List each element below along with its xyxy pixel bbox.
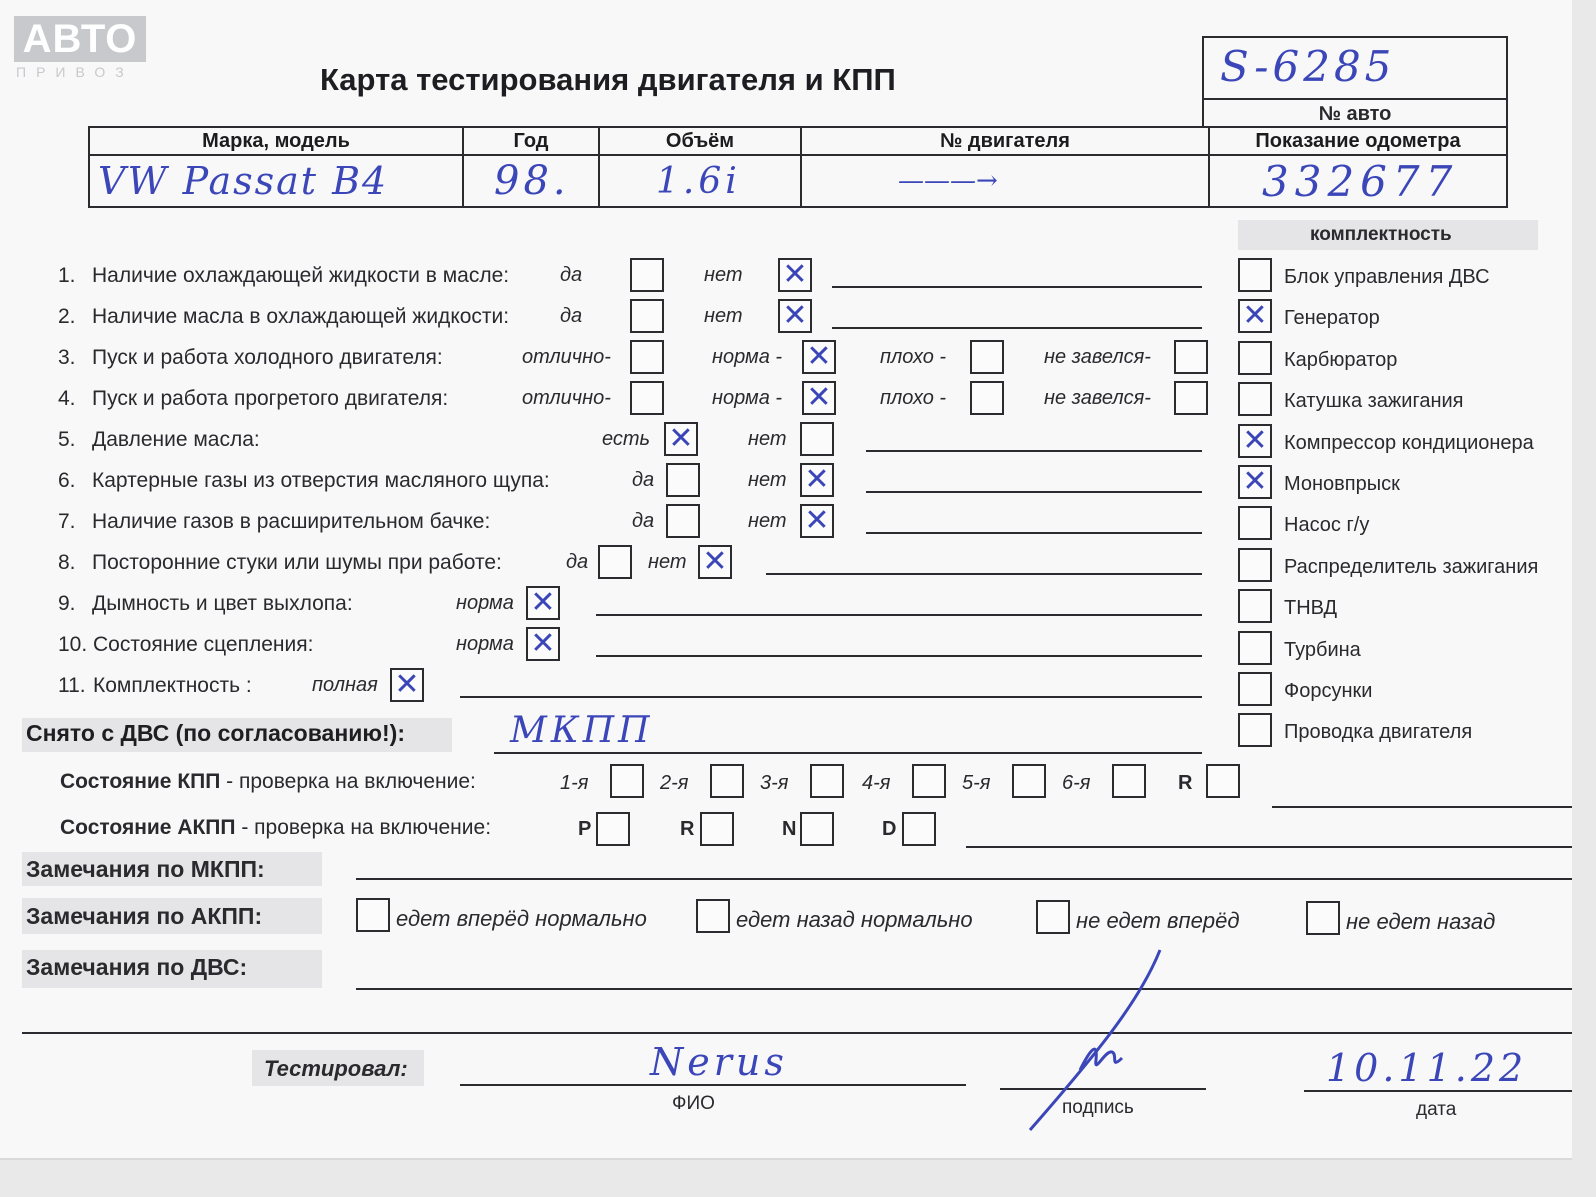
option-checkbox[interactable] bbox=[666, 504, 700, 538]
option-label: нет bbox=[704, 305, 743, 327]
kpp-gear-checkbox[interactable] bbox=[912, 764, 946, 798]
option-checkbox[interactable] bbox=[630, 340, 664, 374]
kpp-gear-label: R bbox=[1178, 772, 1193, 794]
item-label: Пуск и работа холодного двигателя: bbox=[92, 346, 443, 369]
handwritten-signature bbox=[1010, 940, 1200, 1140]
akpp-gear-checkbox[interactable] bbox=[700, 812, 734, 846]
item-number: 10. bbox=[58, 633, 88, 656]
make-value: VW Passat B4 bbox=[98, 159, 389, 203]
kpp-gear-checkbox[interactable] bbox=[710, 764, 744, 798]
remarks-dvs-label: Замечания по ДВС: bbox=[26, 954, 248, 980]
kit-checkbox[interactable] bbox=[1238, 258, 1272, 292]
akpp-gear-label: R bbox=[680, 818, 695, 840]
option-label: норма bbox=[456, 633, 514, 655]
akpp-remark-checkbox[interactable] bbox=[1306, 901, 1340, 935]
option-label: норма bbox=[456, 592, 514, 614]
kit-title: комплектность bbox=[1310, 224, 1452, 245]
kpp-gear-label: 4-я bbox=[862, 772, 891, 794]
item-underline bbox=[866, 491, 1202, 493]
kit-item-label: Проводка двигателя bbox=[1284, 721, 1473, 744]
removed-label: Снято с ДВС (по согласованию!): bbox=[26, 720, 405, 746]
akpp-gear-label: P bbox=[578, 818, 592, 840]
item-underline bbox=[832, 286, 1202, 288]
akpp-gear-label: D bbox=[882, 818, 897, 840]
akpp-remark-label: не едет вперёд bbox=[1076, 908, 1240, 933]
option-checkbox[interactable] bbox=[802, 340, 836, 374]
kpp-gear-checkbox[interactable] bbox=[1012, 764, 1046, 798]
item-underline bbox=[866, 532, 1202, 534]
check-mark: ✕ bbox=[1242, 464, 1268, 499]
header-year: Год bbox=[463, 127, 599, 155]
akpp-remark-label: едет вперёд нормально bbox=[396, 906, 647, 931]
kpp-gear-checkbox[interactable] bbox=[1112, 764, 1146, 798]
item-label: Картерные газы из отверстия масляного щупа: bbox=[92, 469, 550, 492]
date-line bbox=[1304, 1090, 1572, 1092]
option-checkbox[interactable] bbox=[800, 463, 834, 497]
option-label: нет bbox=[648, 551, 687, 573]
check-mark: ✕ bbox=[806, 380, 832, 415]
option-checkbox[interactable] bbox=[800, 504, 834, 538]
option-checkbox[interactable] bbox=[778, 299, 812, 333]
remarks-akpp-label: Замечания по АКПП: bbox=[26, 903, 263, 929]
year-cell bbox=[463, 155, 599, 207]
akpp-underline bbox=[966, 846, 1572, 848]
kpp-gear-label: 2-я bbox=[660, 772, 689, 794]
kit-checkbox[interactable] bbox=[1238, 341, 1272, 375]
item-label: Дымность и цвет выхлопа: bbox=[92, 592, 353, 615]
tester-name: Nerus bbox=[650, 1040, 788, 1084]
item-number: 2. bbox=[58, 305, 76, 328]
item-underline bbox=[460, 696, 1202, 698]
option-label: плохо - bbox=[880, 346, 947, 368]
option-label: нет bbox=[748, 469, 787, 491]
item-number: 1. bbox=[58, 264, 76, 287]
item-label: Комплектность : bbox=[93, 674, 252, 697]
removed-underline bbox=[494, 752, 1202, 754]
removed-value: МКПП bbox=[510, 710, 654, 751]
item-underline bbox=[596, 614, 1202, 616]
tested-label: Тестировал: bbox=[264, 1056, 408, 1081]
kpp-gear-label: 1-я bbox=[560, 772, 589, 794]
header-make: Марка, модель bbox=[89, 127, 463, 155]
option-label: норма - bbox=[712, 346, 783, 368]
kit-item-label: Карбюратор bbox=[1284, 348, 1398, 371]
option-checkbox[interactable] bbox=[526, 586, 560, 620]
vehicle-header-table bbox=[88, 126, 1508, 208]
option-checkbox[interactable] bbox=[698, 545, 732, 579]
option-label: да bbox=[632, 510, 655, 532]
engine-no-value: ———→ bbox=[898, 166, 998, 196]
akpp-gear-checkbox[interactable] bbox=[800, 812, 834, 846]
item-number: 9. bbox=[58, 592, 76, 615]
item-underline bbox=[596, 655, 1202, 657]
option-label: не завелся- bbox=[1044, 346, 1151, 368]
option-checkbox[interactable] bbox=[970, 340, 1004, 374]
signature-label: подпись bbox=[1062, 1097, 1134, 1118]
option-checkbox[interactable] bbox=[800, 422, 834, 456]
auto-number-label-cell bbox=[1202, 98, 1508, 128]
volume-value: 1.6i bbox=[656, 160, 741, 202]
akpp-remark-checkbox[interactable] bbox=[1036, 900, 1070, 934]
kit-checkbox[interactable] bbox=[1238, 548, 1272, 582]
check-mark: ✕ bbox=[782, 298, 808, 333]
avto-privoz-logo: АВТО bbox=[14, 16, 146, 62]
option-checkbox[interactable] bbox=[664, 422, 698, 456]
akpp-gear-checkbox[interactable] bbox=[902, 812, 936, 846]
item-label: Давление масла: bbox=[92, 428, 260, 451]
option-checkbox[interactable] bbox=[630, 381, 664, 415]
check-mark: ✕ bbox=[804, 503, 830, 538]
akpp-gear-checkbox[interactable] bbox=[596, 812, 630, 846]
item-number: 5. bbox=[58, 428, 76, 451]
kit-item-label: Насос г/у bbox=[1284, 514, 1370, 537]
option-checkbox[interactable] bbox=[390, 668, 424, 702]
make-cell bbox=[89, 155, 463, 207]
check-mark: ✕ bbox=[530, 585, 556, 620]
item-number: 11. bbox=[58, 674, 86, 697]
kit-item-label: Катушка зажигания bbox=[1284, 390, 1464, 413]
option-label: да bbox=[560, 264, 583, 286]
kit-item-label: Моновпрыск bbox=[1284, 473, 1400, 495]
kpp-label: Состояние КПП - проверка на включение: bbox=[60, 770, 476, 793]
kit-item-label: Генератор bbox=[1284, 307, 1380, 330]
option-checkbox[interactable] bbox=[778, 258, 812, 292]
odometer-cell bbox=[1209, 155, 1507, 207]
option-checkbox[interactable] bbox=[598, 545, 632, 579]
header-odometer: Показание одометра bbox=[1209, 127, 1507, 155]
check-mark: ✕ bbox=[804, 462, 830, 497]
kit-checkbox[interactable] bbox=[1238, 672, 1272, 706]
kpp-underline bbox=[1272, 806, 1572, 808]
check-mark: ✕ bbox=[394, 667, 420, 702]
option-label: не завелся- bbox=[1044, 387, 1151, 409]
kit-checkbox[interactable] bbox=[1238, 631, 1272, 665]
option-label: нет bbox=[748, 510, 787, 532]
akpp-remark-checkbox[interactable] bbox=[696, 899, 730, 933]
option-label: да bbox=[560, 305, 583, 327]
item-number: 4. bbox=[58, 387, 76, 410]
item-underline bbox=[866, 450, 1202, 452]
fio-label: ФИО bbox=[672, 1093, 715, 1114]
kit-item-label: Форсунки bbox=[1284, 680, 1373, 702]
kpp-gear-label: 5-я bbox=[962, 772, 991, 794]
kpp-gear-checkbox[interactable] bbox=[810, 764, 844, 798]
logo-subtitle: ПРИВОЗ bbox=[16, 64, 134, 80]
option-label: плохо - bbox=[880, 387, 947, 409]
check-mark: ✕ bbox=[530, 626, 556, 661]
check-mark: ✕ bbox=[806, 339, 832, 374]
item-label: Наличие охлаждающей жидкости в масле: bbox=[92, 264, 510, 287]
volume-cell bbox=[599, 155, 801, 207]
kit-item-label: ТНВД bbox=[1284, 597, 1338, 620]
option-checkbox[interactable] bbox=[1174, 340, 1208, 374]
kpp-gear-checkbox[interactable] bbox=[1206, 764, 1240, 798]
kpp-gear-label: 3-я bbox=[760, 772, 789, 794]
option-checkbox[interactable] bbox=[970, 381, 1004, 415]
kit-checkbox[interactable] bbox=[1238, 382, 1272, 416]
odometer-value: 332677 bbox=[1262, 156, 1459, 206]
item-number: 8. bbox=[58, 551, 76, 574]
item-label: Наличие газов в расширительном бачке: bbox=[92, 510, 491, 533]
option-label: отлично- bbox=[522, 346, 611, 368]
item-label: Посторонние стуки или шумы при работе: bbox=[92, 551, 502, 574]
option-checkbox[interactable] bbox=[802, 381, 836, 415]
option-checkbox[interactable] bbox=[526, 627, 560, 661]
item-underline bbox=[832, 327, 1202, 329]
akpp-remark-label: едет назад нормально bbox=[736, 907, 973, 932]
option-checkbox[interactable] bbox=[1174, 381, 1208, 415]
item-label: Пуск и работа прогретого двигателя: bbox=[92, 387, 449, 410]
remarks-extra-line bbox=[22, 1032, 1572, 1034]
option-checkbox[interactable] bbox=[630, 258, 664, 292]
auto-number-label: № авто bbox=[1318, 103, 1392, 125]
kit-checkbox[interactable] bbox=[1238, 713, 1272, 747]
kit-checkbox[interactable] bbox=[1238, 465, 1272, 499]
option-label: нет bbox=[704, 264, 743, 286]
item-number: 7. bbox=[58, 510, 76, 533]
kit-checkbox[interactable] bbox=[1238, 506, 1272, 540]
akpp-gear-label: N bbox=[782, 818, 797, 840]
check-mark: ✕ bbox=[668, 421, 694, 456]
check-mark: ✕ bbox=[1242, 298, 1268, 334]
check-mark: ✕ bbox=[782, 257, 808, 292]
kit-checkbox[interactable] bbox=[1238, 299, 1272, 333]
date-label: дата bbox=[1416, 1099, 1457, 1120]
check-mark: ✕ bbox=[702, 544, 728, 579]
kpp-gear-label: 6-я bbox=[1062, 772, 1091, 794]
kit-checkbox[interactable] bbox=[1238, 424, 1272, 458]
check-mark: ✕ bbox=[1242, 422, 1268, 458]
remarks-dvs-line bbox=[356, 988, 1572, 990]
kit-item-label: Турбина bbox=[1284, 638, 1361, 661]
fio-line bbox=[460, 1084, 966, 1086]
page-title: Карта тестирования двигателя и КПП bbox=[320, 62, 896, 97]
kit-checkbox[interactable] bbox=[1238, 589, 1272, 623]
option-label: полная bbox=[312, 674, 378, 696]
item-underline bbox=[766, 573, 1202, 575]
item-number: 3. bbox=[58, 346, 76, 369]
option-label: есть bbox=[602, 428, 651, 450]
option-label: нет bbox=[748, 428, 787, 450]
akpp-label: Состояние АКПП - проверка на включение: bbox=[60, 816, 492, 839]
year-value: 98. bbox=[494, 158, 570, 204]
auto-number-box bbox=[1202, 36, 1508, 100]
kit-item-label: Распределитель зажигания bbox=[1284, 555, 1539, 578]
kit-item-label: Блок управления ДВС bbox=[1284, 266, 1490, 288]
item-number: 6. bbox=[58, 469, 76, 492]
remarks-mkpp-line bbox=[356, 878, 1572, 880]
header-engine-no: № двигателя bbox=[801, 127, 1209, 155]
item-label: Состояние сцепления: bbox=[93, 633, 314, 656]
engine-no-cell bbox=[801, 155, 1209, 207]
option-checkbox[interactable] bbox=[666, 463, 700, 497]
item-label: Наличие масла в охлаждающей жидкости: bbox=[92, 305, 510, 328]
akpp-remark-label: не едет назад bbox=[1346, 909, 1496, 934]
kpp-gear-checkbox[interactable] bbox=[610, 764, 644, 798]
kit-item-label: Компрессор кондиционера bbox=[1284, 431, 1534, 454]
akpp-remark-checkbox[interactable] bbox=[356, 898, 390, 932]
option-checkbox[interactable] bbox=[630, 299, 664, 333]
date-value: 10.11.22 bbox=[1326, 1046, 1528, 1090]
option-label: да bbox=[566, 551, 589, 573]
remarks-mkpp-label: Замечания по МКПП: bbox=[26, 856, 265, 882]
header-volume: Объём bbox=[599, 127, 801, 155]
option-label: да bbox=[632, 469, 655, 491]
option-label: отлично- bbox=[522, 387, 611, 409]
option-label: норма - bbox=[712, 387, 783, 409]
auto-number-value: S-6285 bbox=[1220, 42, 1396, 91]
